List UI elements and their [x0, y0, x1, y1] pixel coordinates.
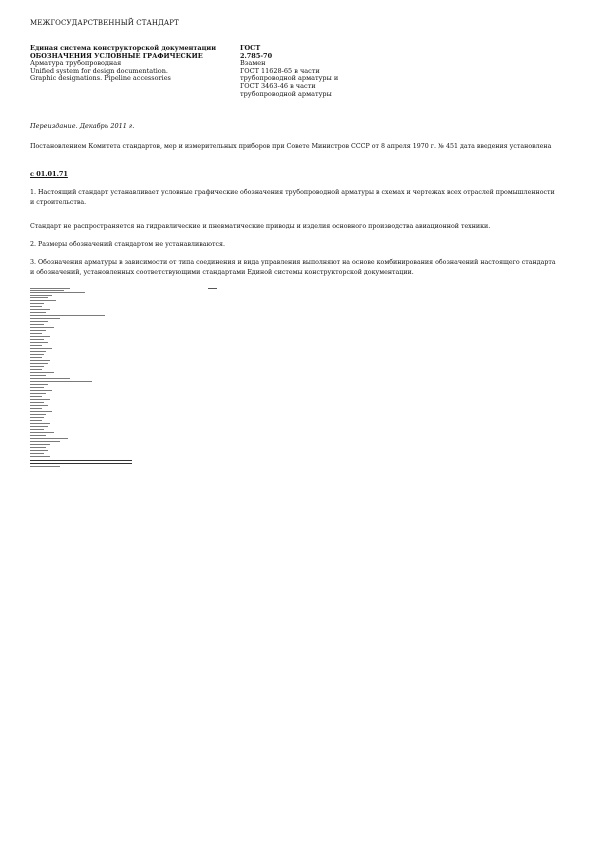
table-row-line: [30, 444, 50, 445]
header-subtitle: Арматура трубопроводная: [30, 59, 122, 68]
table-row-line: [30, 336, 50, 337]
table-row-line: [30, 288, 70, 289]
table-row-line: [30, 466, 60, 467]
table-row-line: [30, 292, 85, 293]
header-title: ОБОЗНАЧЕНИЯ УСЛОВНЫЕ ГРАФИЧЕСКИЕ: [30, 51, 203, 60]
reissue-note: Переиздание. Декабрь 2011 г.: [30, 122, 135, 130]
table-row-line: [30, 396, 42, 397]
compressed-table-area: [30, 287, 230, 467]
table-row-line: [30, 453, 44, 454]
standard-label: МЕЖГОСУДАРСТВЕННЫЙ СТАНДАРТ: [30, 19, 179, 27]
table-row-line: [30, 290, 64, 291]
table-row-line: [30, 333, 42, 334]
paragraph-scope: Стандарт не распространяется на гидравлические и пневматические приводы и изделия основного производства авиационной техники.: [30, 223, 491, 230]
table-row-line: [30, 432, 54, 433]
table-row-line: [30, 357, 42, 358]
paragraph-3: 3. Обозначения арматуры в зависимости от типа соединения и вида управления выполняют на основе комбинирования обозначений настоящего стандарта и обозначений, установленных соответствующими стандартами Единой системы конструкторской документации.: [30, 259, 556, 276]
header-english-title: Graphic designations. Pipeline accessories: [30, 74, 171, 83]
table-row-line: [30, 426, 48, 427]
table-row-line: [30, 450, 48, 451]
table-row-line: [30, 354, 44, 355]
table-row-line: [30, 390, 52, 391]
table-row-line: [30, 315, 105, 316]
table-row-line: [30, 411, 52, 412]
table-row-line: [30, 399, 50, 400]
table-row-line: [30, 295, 52, 296]
table-row-line: [30, 423, 50, 424]
table-row-line: [30, 351, 46, 352]
table-row-line: [30, 297, 48, 298]
table-row-line: [30, 363, 48, 364]
table-row-line: [30, 306, 42, 307]
table-row-line: [30, 429, 44, 430]
table-row-line: [30, 345, 42, 346]
table-row-line: [30, 420, 42, 421]
table-row-line: [30, 375, 46, 376]
replaces-line-3: ГОСТ 3463-46 в части: [240, 81, 316, 90]
table-row-line: [30, 414, 46, 415]
table-row-line: [30, 300, 56, 301]
table-row-line: [30, 387, 44, 388]
table-row-line: [30, 393, 46, 394]
table-row-line: [30, 417, 44, 418]
table-row-line: [30, 321, 48, 322]
table-row-line: [30, 327, 54, 328]
table-row-line: [30, 381, 92, 382]
replaces-line-4: трубопроводной арматуры: [240, 89, 332, 98]
table-row-line: [30, 324, 44, 325]
table-row-line: [30, 378, 70, 379]
table-row-line: [30, 369, 42, 370]
table-row-line: [30, 342, 48, 343]
table-row-line: [30, 405, 48, 406]
replaces-line-1: ГОСТ 11628-65 в части: [240, 66, 320, 75]
table-row-line: [30, 366, 44, 367]
paragraph-1: 1. Настоящий стандарт устанавливает условные графические обозначения трубопроводной арматуры в схемах и чертежах всех отраслей промышленности и строительства.: [30, 189, 555, 206]
table-row-line: [30, 360, 50, 361]
table-row-line: [30, 372, 54, 373]
table-row-line: [30, 456, 50, 457]
table-row-line: [30, 330, 46, 331]
header-english-system: Unified system for design documentation.: [30, 66, 168, 75]
table-row-line: [30, 435, 46, 436]
gost-number: 2.785-70: [240, 51, 273, 60]
decree-paragraph: Постановлением Комитета стандартов, мер и измерительных приборов при Совете Министров СССР от 8 апреля 1970 г. № 451 дата введения установлена: [30, 143, 552, 150]
replaces-line-2: трубопроводной арматуры и: [240, 74, 339, 83]
effective-date: с 01.01.71: [30, 170, 68, 178]
header-system-name: Единая система конструкторской документации: [30, 44, 217, 52]
table-row-line: [30, 447, 46, 448]
table-row-line: [30, 348, 52, 349]
paragraph-2: 2. Размеры обозначений стандартом не устанавливаются.: [30, 241, 225, 248]
table-row-line: [30, 312, 46, 313]
gost-label: ГОСТ: [240, 44, 261, 52]
table-row-line: [30, 408, 42, 409]
replaces-label: Взамен: [240, 59, 266, 68]
table-row-line: [30, 441, 60, 442]
table-row-line: [30, 303, 44, 304]
table-row-line: [30, 384, 48, 385]
table-row-line: [30, 318, 60, 319]
header-title-block: [30, 45, 216, 83]
table-row-line: [30, 309, 50, 310]
table-row-line: [30, 339, 44, 340]
table-row-line: [30, 438, 68, 439]
table-header-mark: [208, 288, 217, 289]
table-row-line: [30, 460, 132, 461]
table-row-line: [30, 402, 44, 403]
header-designation-block: [240, 45, 338, 98]
table-row-line: [30, 463, 132, 464]
